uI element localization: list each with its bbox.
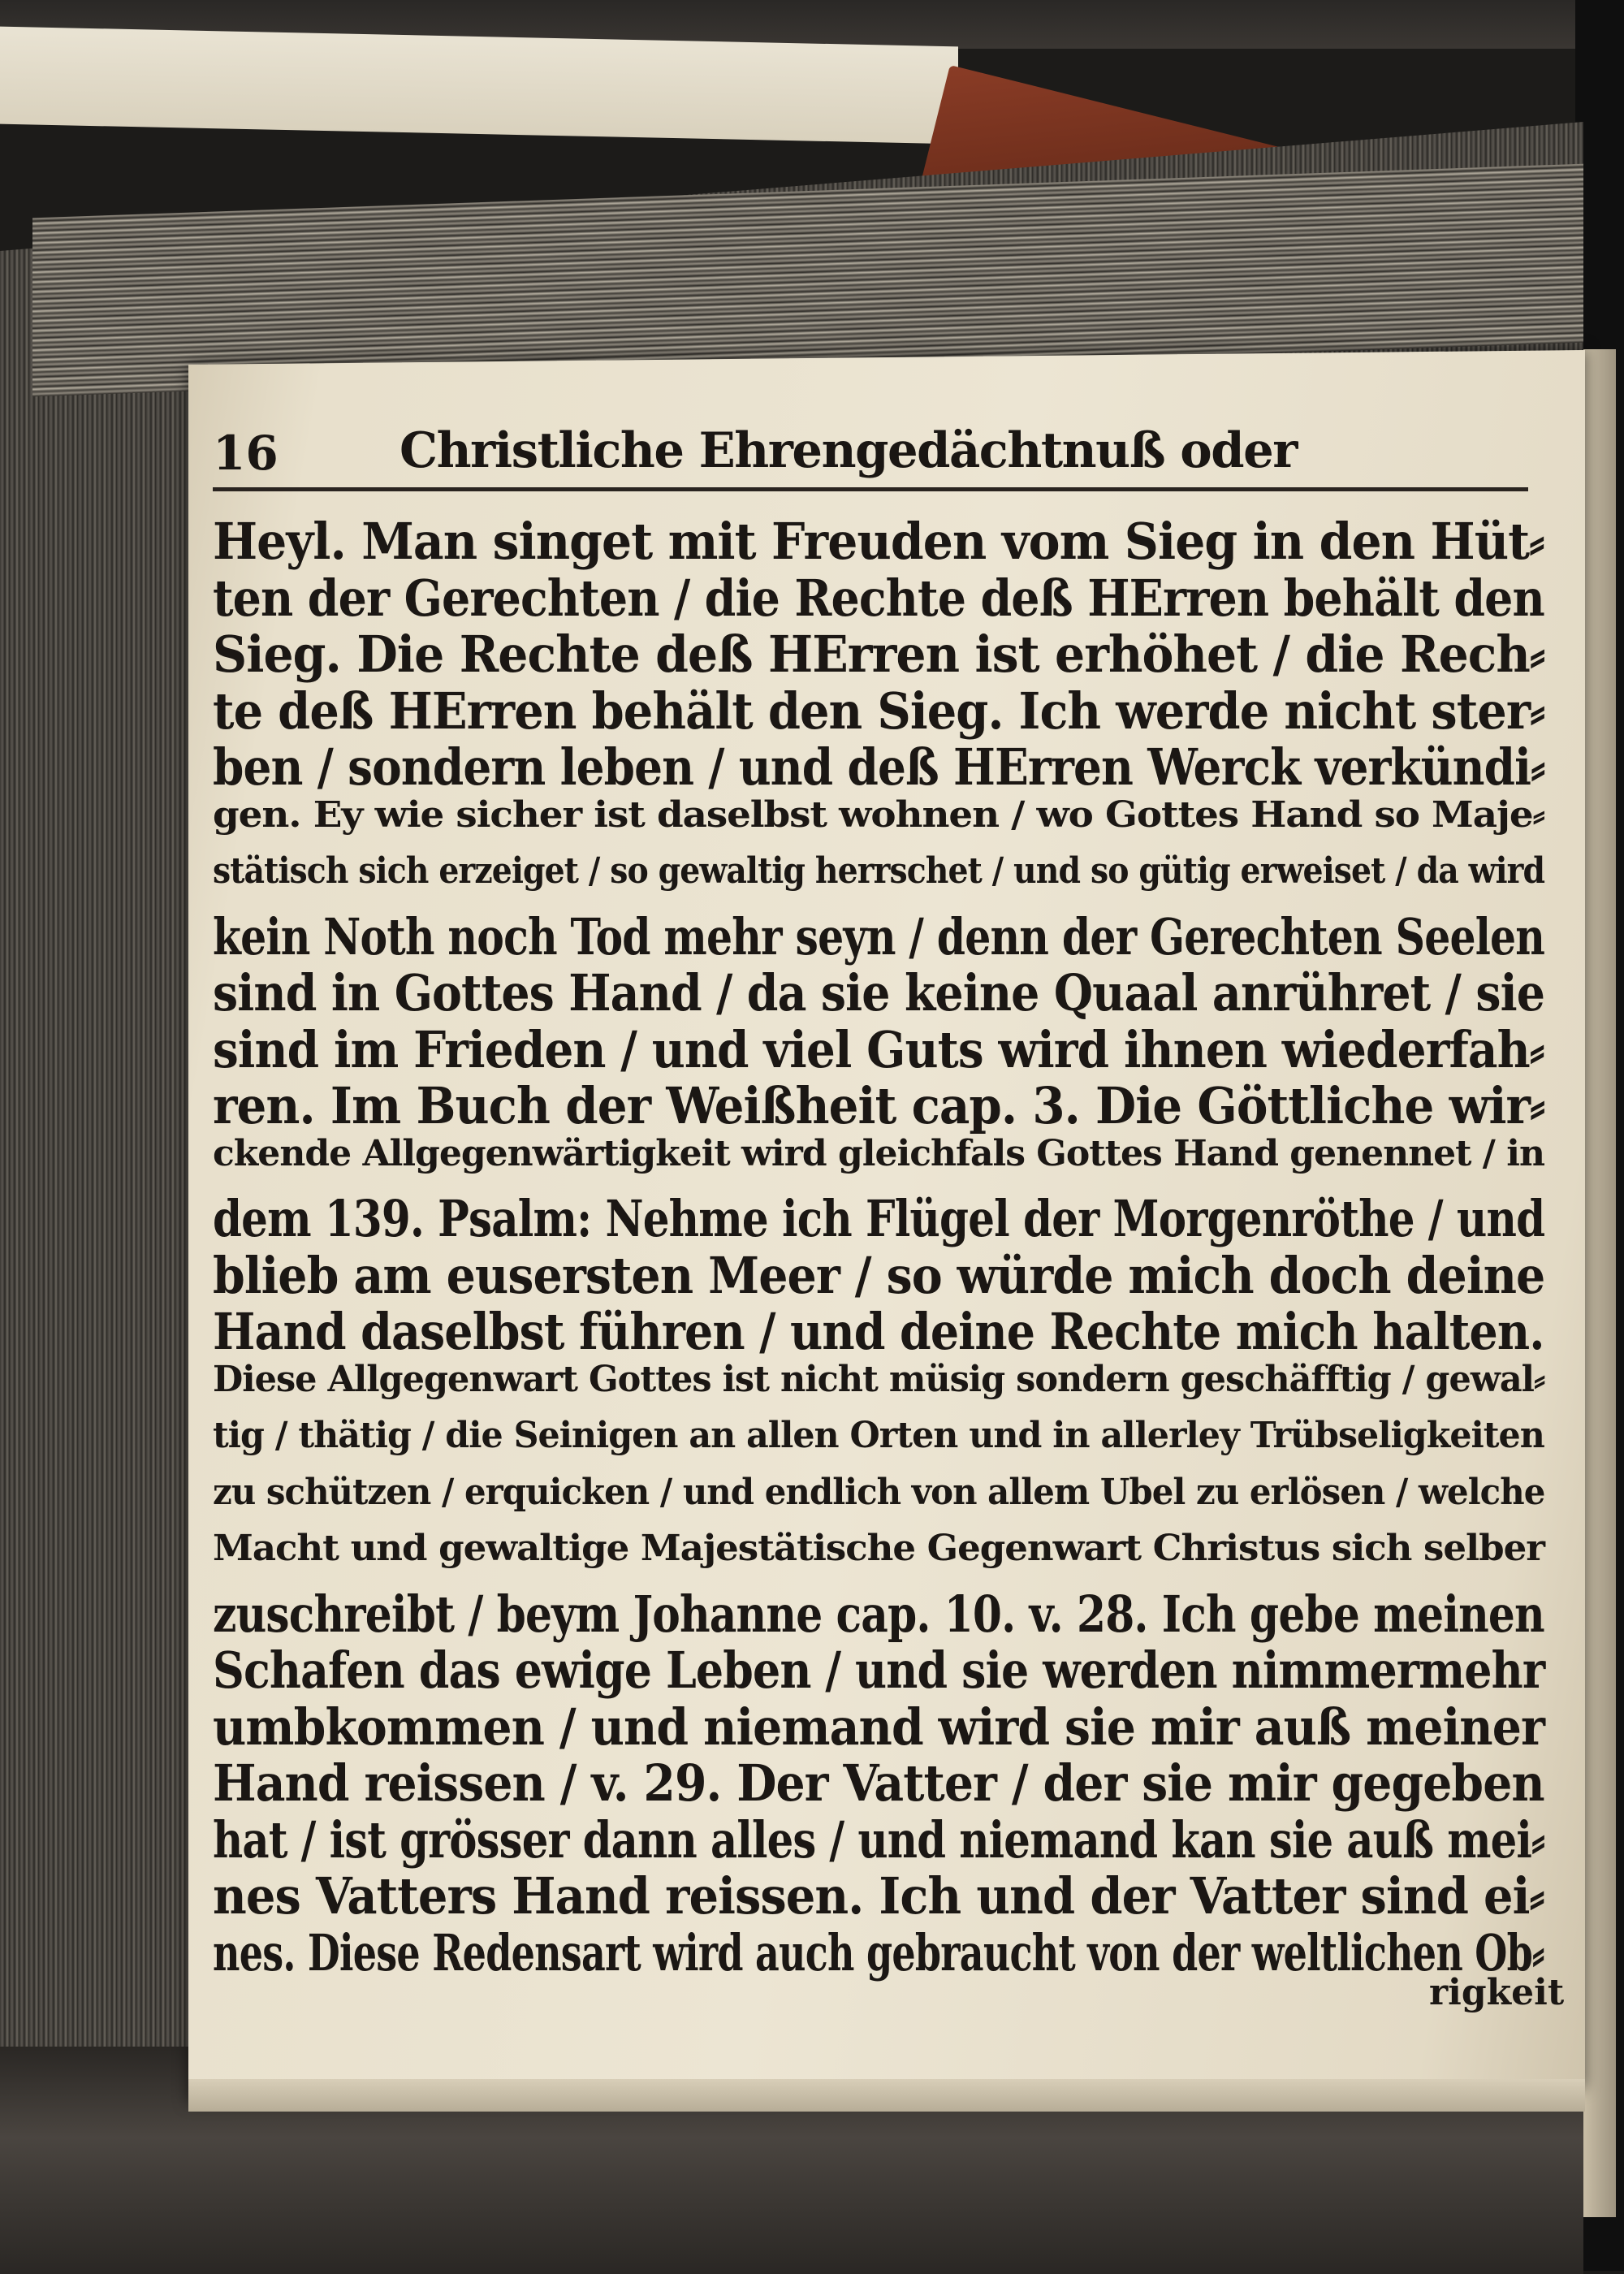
running-head: Christliche Ehrengedächtnuß oder bbox=[400, 422, 1297, 479]
text-line: te deß HErren behält den Sieg. Ich werde nicht ster⸗ bbox=[213, 681, 1545, 741]
text-line: ckende Allgegenwärtigkeit wird gleichfals Gottes Hand genennet / in bbox=[213, 1132, 1544, 1174]
book-cover-top bbox=[0, 27, 958, 145]
text-line: Heyl. Man singet mit Freuden vom Sieg in den Hüt⸗ bbox=[213, 512, 1544, 571]
text-line: sind im Frieden / und viel Guts wird ihnen wiederfah⸗ bbox=[213, 1019, 1544, 1079]
text-line: Hand daselbst führen / und deine Rechte mich halten. bbox=[213, 1302, 1544, 1361]
text-line: ben / sondern leben / und deß HErren Werck verkündi⸗ bbox=[213, 737, 1545, 797]
text-line: ten der Gerechten / die Rechte deß HErren behält den bbox=[213, 568, 1544, 628]
header-rule bbox=[213, 487, 1528, 491]
text-line: hat / ist grösser dann alles / und niemand kan sie auß mei⸗ bbox=[213, 1809, 1545, 1870]
text-line: kein Noth noch Tod mehr seyn / denn der Gerechten Seelen bbox=[213, 906, 1545, 966]
text-line: Sieg. Die Rechte deß HErren ist erhöhet / die Rech⸗ bbox=[213, 625, 1545, 684]
text-line: Schafen das ewige Leben / und sie werden nimmermehr bbox=[213, 1641, 1545, 1700]
text-line: stätisch sich erzeiget / so gewaltig herrschet / und so gütig erweiset / da wird bbox=[213, 850, 1545, 892]
text-line: zu schützen / erquicken / und endlich von allem Ubel zu erlösen / welche bbox=[213, 1471, 1545, 1513]
text-line: umbkommen / und niemand wird sie mir auß meiner bbox=[213, 1697, 1544, 1757]
text-line: Hand reissen / v. 29. Der Vatter / der sie mir gegeben bbox=[213, 1753, 1544, 1813]
page-header bbox=[213, 422, 1528, 495]
text-line: Macht und gewaltige Majestätische Gegenwart Christus sich selber bbox=[213, 1528, 1544, 1569]
page-number: 16 bbox=[213, 426, 279, 481]
facing-page-edge bbox=[1583, 349, 1616, 2217]
text-line: Diese Allgegenwart Gottes ist nicht müsig sondern geschäfftig / gewal⸗ bbox=[213, 1358, 1545, 1400]
text-line: tig / thätig / die Seinigen an allen Orten und in allerley Trübseligkeiten bbox=[213, 1415, 1544, 1456]
text-line: nes. Diese Redensart wird auch gebraucht von der weltlichen Ob⸗ bbox=[213, 1922, 1544, 1982]
page-bottom-edge bbox=[188, 2079, 1585, 2112]
text-line: blieb am eusersten Meer / so würde mich doch deine bbox=[213, 1245, 1545, 1305]
text-line: sind in Gottes Hand / da sie keine Quaal anrühret / sie bbox=[213, 963, 1545, 1022]
catchword: rigkeit bbox=[1429, 1972, 1565, 2013]
text-line: dem 139. Psalm: Nehme ich Flügel der Morgenröthe / und bbox=[213, 1189, 1545, 1248]
text-line: gen. Ey wie sicher ist daselbst wohnen / wo Gottes Hand so Maje⸗ bbox=[213, 793, 1545, 836]
text-line: zuschreibt / beym Johanne cap. 10. v. 28. Ich gebe meinen bbox=[213, 1584, 1544, 1644]
text-line: ren. Im Buch der Weißheit cap. 3. Die Göttliche wir⸗ bbox=[213, 1076, 1545, 1135]
text-line: nes Vatters Hand reissen. Ich und der Vatter sind ei⸗ bbox=[213, 1866, 1544, 1926]
